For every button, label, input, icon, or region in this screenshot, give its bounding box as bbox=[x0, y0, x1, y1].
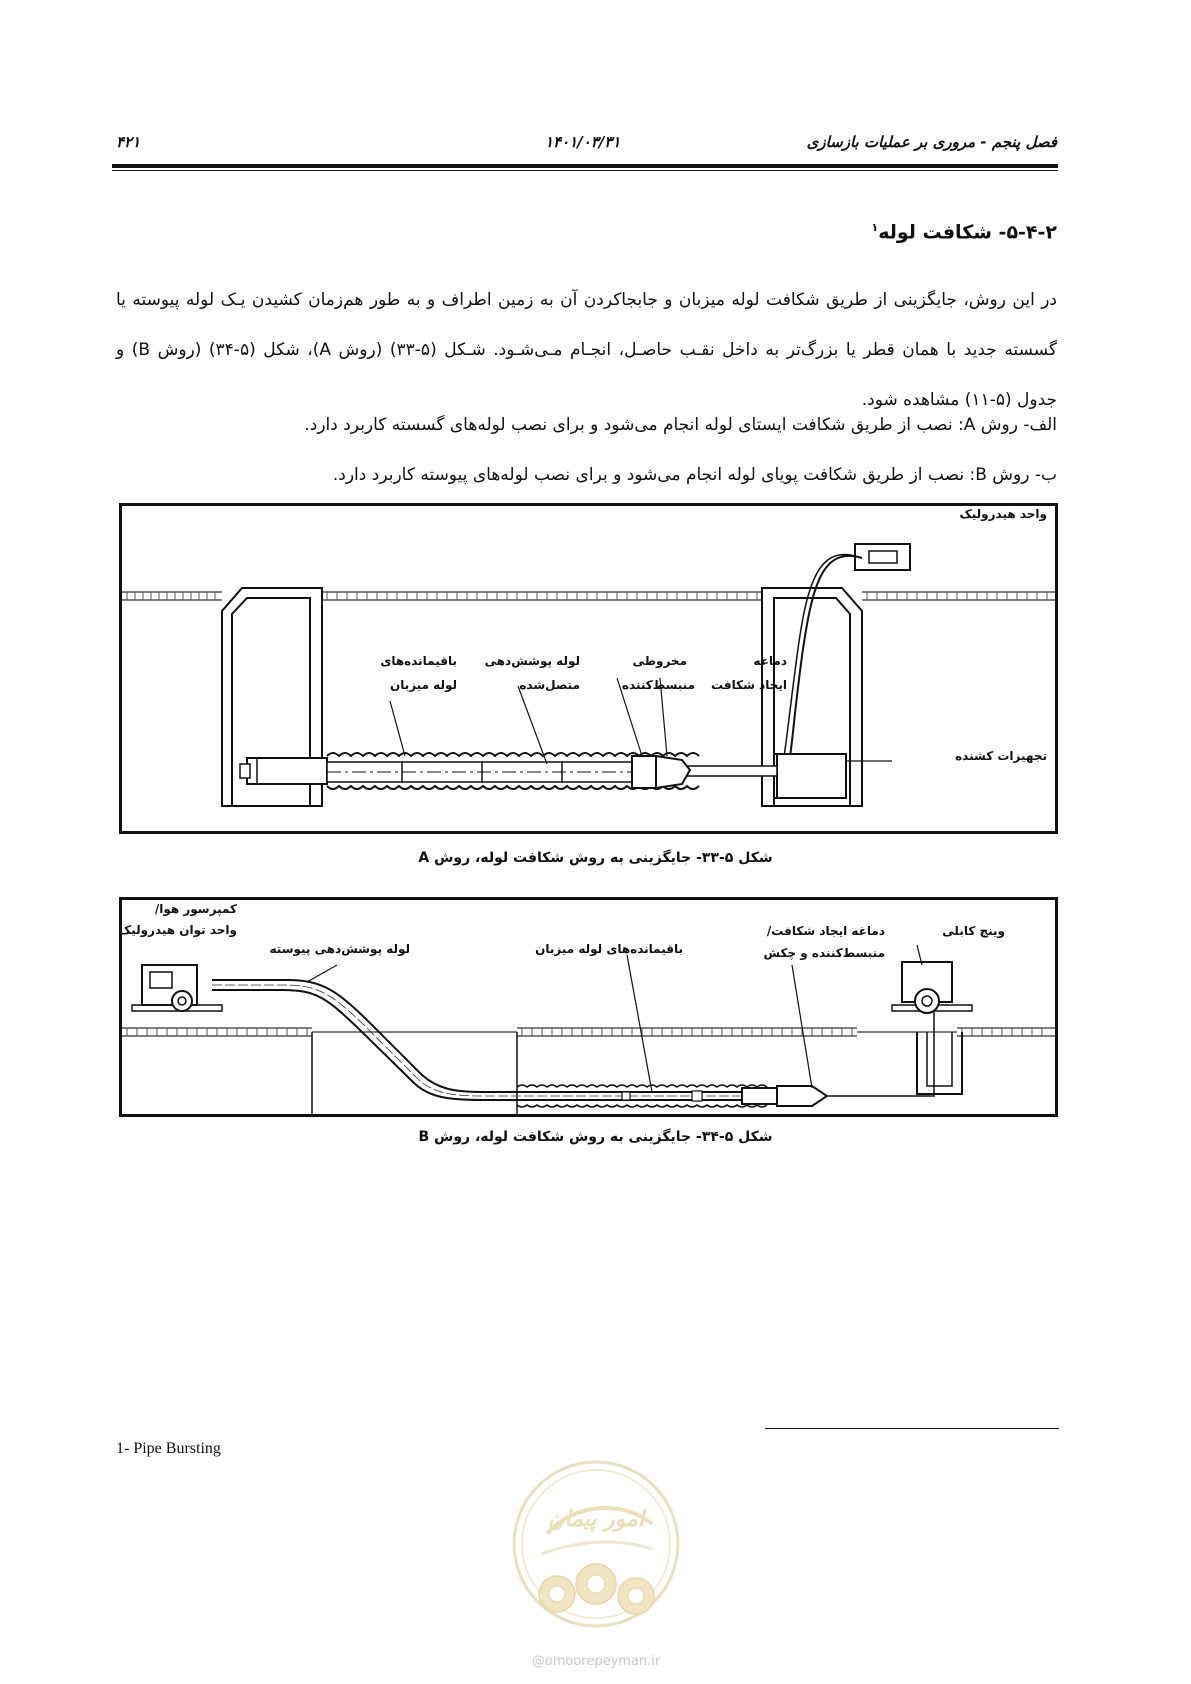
body-paragraph: در این روش، جایگزینی از طریق شکافت لوله میزبان و جابجاکردن آن به زمین اطراف و به طور هم‌زمان کشیدن یـک لوله پیوسته یا گسسته جدید با همان قطر یا بزرگ‌تر به داخل نقـب حاصـل، انجـام مـی‌شـود. شـکل (۵-۳۳) (روش A)، شکل (۵-۳۴) (روش B) و جدول (۵-۱۱) مشاهده شود. bbox=[116, 290, 1057, 410]
figure-a-label-liner-1: لوله پوشش‌دهی bbox=[484, 654, 580, 668]
figure-a-label-hydraulic: واحد هیدرولیک bbox=[959, 507, 1047, 521]
figure-b-frame bbox=[119, 897, 1058, 1117]
header-date: ۱۴۰۱/۰۳/۳۱ bbox=[545, 133, 621, 151]
figure-a-label-remains-1: باقیمانده‌های bbox=[380, 654, 457, 668]
figure-a-pull-rod bbox=[687, 766, 777, 776]
footnote-text: 1- Pipe Bursting bbox=[116, 1440, 221, 1457]
figure-a-expander-cone bbox=[632, 756, 656, 788]
footnote-rule bbox=[765, 1428, 1059, 1429]
figure-b-host-remains-top bbox=[517, 1085, 767, 1087]
figure-a-caption: شکل ۵-۳۳- جایگزینی به روش شکافت لوله، روش A bbox=[418, 850, 773, 866]
figure-a-bursting-head bbox=[656, 756, 690, 788]
figure-b-drawing bbox=[122, 900, 1055, 1114]
figure-a-hose-2 bbox=[784, 555, 855, 756]
figure-a-label-head-2: ایجاد شکافت bbox=[711, 678, 787, 692]
figure-b-label-host-remains: باقیمانده‌های لوله میزبان bbox=[535, 942, 683, 956]
figure-a-label-cone-1: مخروطی bbox=[632, 654, 687, 668]
figure-a-host-pipe-start bbox=[247, 758, 327, 784]
figure-a-drawing bbox=[122, 506, 1055, 831]
figure-b-bursting-head bbox=[777, 1086, 827, 1106]
figure-a-label-puller: تجهیزات کشنده bbox=[955, 749, 1047, 763]
figure-a-label-liner-2: متصل‌شده bbox=[519, 678, 580, 692]
figure-a-label-head-1: دماغه bbox=[753, 654, 787, 668]
method-b-item: ب- روش B: نصب از طریق شکافت پویای لوله انجام می‌شود و برای نصب لوله‌های پیوسته کاربرد دارد. bbox=[332, 465, 1057, 485]
figure-b-label-head-2: منبسط‌کننده و چکش bbox=[763, 946, 885, 960]
figure-a-hose bbox=[790, 556, 862, 756]
watermark bbox=[502, 1444, 690, 1684]
footnote-ref: ۱ bbox=[871, 221, 879, 234]
figure-a-label-remains-2: لوله میزبان bbox=[389, 678, 457, 692]
figure-a-hydraulic-unit-panel bbox=[869, 551, 897, 563]
figure-b-exit-pit bbox=[917, 1032, 962, 1094]
figure-b-hammer bbox=[742, 1088, 777, 1104]
figure-a-hydraulic-unit bbox=[855, 544, 910, 570]
watermark-logo-text: امور پیمان bbox=[548, 1507, 644, 1532]
section-heading-text: ۵-۴-۲- شکافت لوله bbox=[878, 221, 1057, 244]
watermark-site: @omoorepeyman.ir bbox=[531, 1654, 661, 1669]
figure-a-frame bbox=[119, 503, 1058, 834]
header-rule-thin bbox=[112, 170, 1058, 171]
figure-b-ground bbox=[122, 1028, 1055, 1036]
section-heading bbox=[871, 221, 1057, 243]
figure-b-label-head-1: دماغه ایجاد شکافت/ bbox=[766, 924, 885, 938]
figure-b-liner-bottom bbox=[212, 990, 762, 1100]
header-rule-thick bbox=[112, 164, 1058, 168]
figure-a-pulling-equipment bbox=[774, 754, 846, 798]
chapter-title: فصل پنجم - مروری بر عملیات بازسازی bbox=[806, 133, 1057, 151]
figure-b-label-winch: وینچ کابلی bbox=[942, 924, 1005, 938]
figure-b-label-liner: لوله پوشش‌دهی پیوسته bbox=[269, 942, 410, 956]
figure-a-label-cone-2: منبسط‌کننده bbox=[621, 678, 695, 692]
figure-b-label-compressor-2: واحد توان هیدرولیک bbox=[118, 923, 237, 937]
figure-b-host-remains-bottom bbox=[517, 1105, 767, 1107]
method-a-item: الف- روش A: نصب از طریق شکافت ایستای لوله انجام می‌شود و برای نصب لوله‌های گسسته کاربرد دارد. bbox=[304, 415, 1057, 435]
page-number: ۴۲۱ bbox=[116, 133, 141, 151]
figure-b-label-compressor-1: کمپرسور هوا/ bbox=[154, 902, 237, 916]
watermark-logo bbox=[502, 1444, 690, 1644]
figure-b-launch-pit bbox=[312, 1032, 517, 1114]
figure-b-caption: شکل ۵-۳۴- جایگزینی به روش شکافت لوله، روش B bbox=[418, 1129, 773, 1145]
